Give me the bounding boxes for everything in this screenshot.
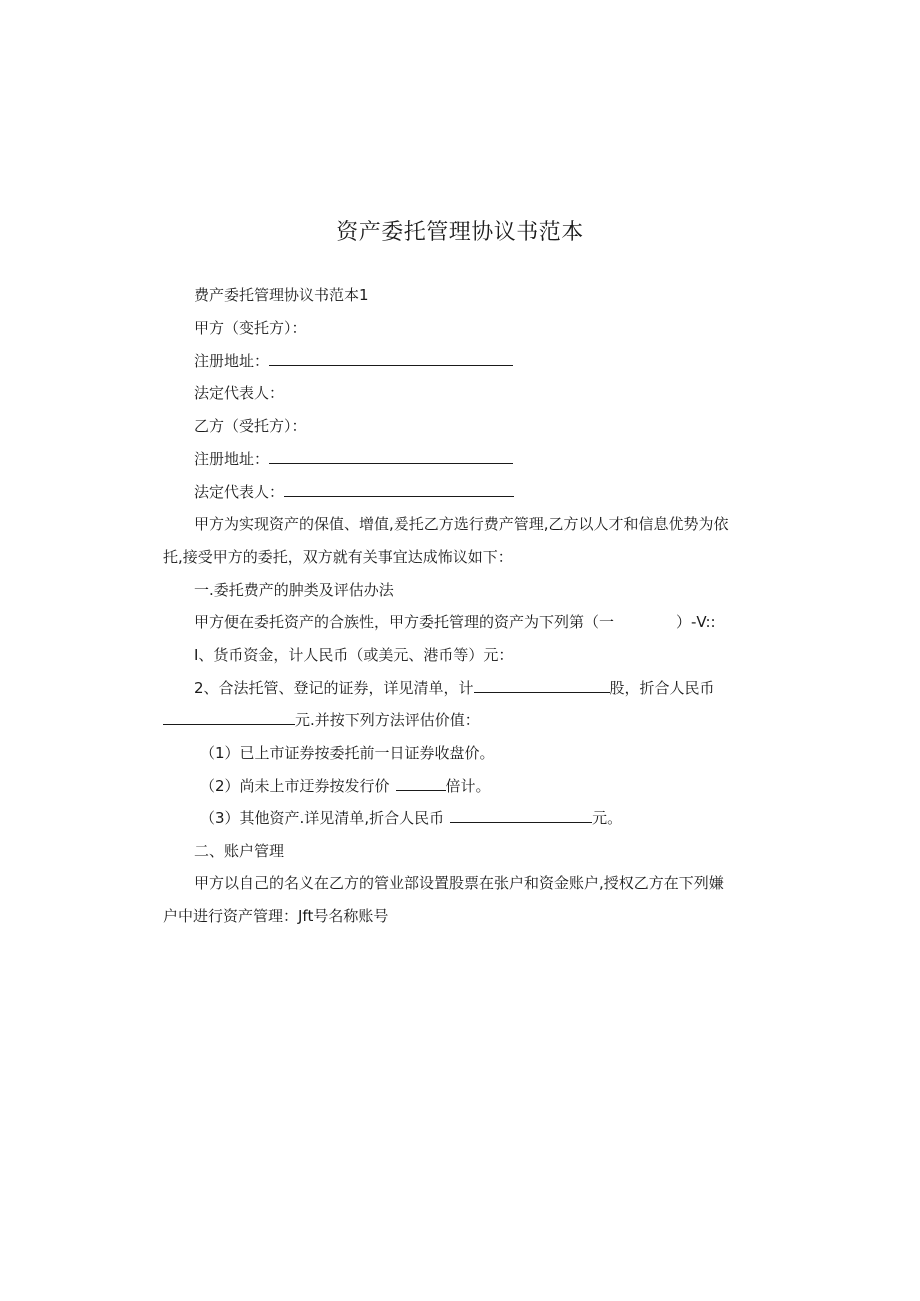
item-2-line-1 bbox=[194, 677, 715, 699]
item-2-text-2: 股，折合人民币 bbox=[609, 679, 715, 697]
section-1-line-1 bbox=[194, 611, 716, 633]
sub-item-2-suffix: 倍计。 bbox=[445, 777, 491, 795]
party-b-address-label: 注册地址： bbox=[194, 450, 270, 468]
section-1-heading: 一.委托费产的肿类及评估办法 bbox=[194, 581, 394, 599]
section-2-paragraph-line-1: 甲方以自己的名义在乙方的管业部设置股票在张户和资金账户,授权乙方在下列嫌 bbox=[194, 874, 724, 892]
party-b-address-line bbox=[194, 448, 513, 470]
section-2-paragraph-line-2: 户中进行资产管理：Jft号名称账号 bbox=[163, 907, 389, 925]
party-b-label: 乙方（受托方）： bbox=[194, 417, 307, 435]
sub-item-2 bbox=[200, 775, 491, 797]
party-a-address-blank bbox=[269, 350, 513, 366]
party-a-label: 甲方（变托方）： bbox=[194, 319, 307, 337]
sub-item-1: （1）已上市证券按委托前一日证券收盘价。 bbox=[200, 744, 495, 762]
item-2-shares-blank bbox=[474, 677, 610, 693]
party-a-address-line bbox=[194, 350, 513, 372]
sub-item-3-blank bbox=[450, 807, 592, 823]
section-1-line-1-suffix: ）-V:: bbox=[676, 613, 716, 631]
intro-paragraph-line-2: 托,接受甲方的委托，双方就有关事宜达成怖议如下： bbox=[163, 548, 513, 566]
sub-item-3 bbox=[200, 807, 622, 829]
party-b-address-blank bbox=[269, 448, 513, 464]
document-title: 资产委托管理协议书范本 bbox=[336, 220, 584, 245]
sub-item-3-suffix: 元。 bbox=[592, 809, 623, 827]
party-b-legal-rep-blank bbox=[284, 481, 514, 497]
sub-item-2-text: （2）尚未上市迂券按发行价 bbox=[200, 777, 390, 795]
sub-item-3-text: （3）其他资产.详见清单,折合人民币 bbox=[200, 809, 445, 827]
party-b-legal-rep-label: 法定代表人： bbox=[194, 483, 285, 501]
item-2-line-2 bbox=[163, 709, 480, 731]
sub-item-2-blank bbox=[396, 775, 446, 791]
item-1: I、货币资金，计人民币（或美元、港币等）元： bbox=[194, 646, 514, 664]
party-b-legal-rep-line bbox=[194, 481, 514, 503]
item-2-amount-blank bbox=[163, 709, 295, 725]
section-1-line-1-text: 甲方便在委托资产的合族性，甲方委托管理的资产为下列第（一 bbox=[194, 613, 615, 631]
item-2-text-3: 元.并按下列方法评估价值： bbox=[295, 711, 480, 729]
section-2-heading: 二、账户管理 bbox=[194, 842, 285, 860]
party-a-legal-rep-label: 法定代表人： bbox=[194, 384, 285, 402]
document-subtitle: 费产委托管理协议书范本1 bbox=[194, 286, 369, 304]
party-a-address-label: 注册地址： bbox=[194, 352, 270, 370]
item-2-text: 2、合法托管、登记的证券，详见清单，计 bbox=[194, 679, 474, 697]
intro-paragraph-line-1: 甲方为实现资产的保值、增值,爰托乙方选行费产管理,乙方以人才和信息优势为依 bbox=[194, 515, 729, 533]
